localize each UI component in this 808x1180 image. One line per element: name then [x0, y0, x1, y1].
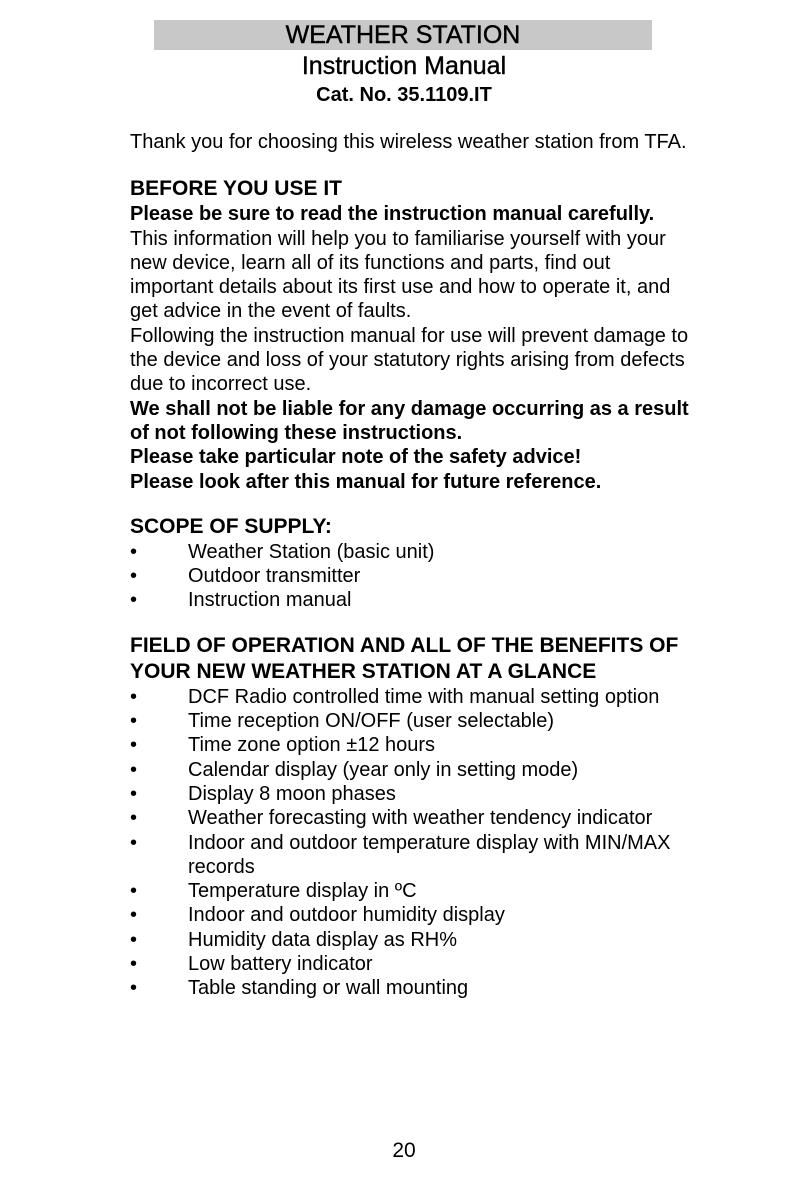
before-use-heading: BEFORE YOU USE IT: [130, 177, 342, 201]
bullet-icon: •: [130, 928, 138, 951]
list-item: • Temperature display in ºC: [130, 880, 417, 903]
bullet-icon: •: [130, 782, 138, 805]
bullet-icon: •: [130, 589, 138, 612]
bullet-icon: •: [130, 953, 138, 976]
list-item: • Outdoor transmitter: [130, 565, 361, 588]
page-number: 20: [392, 1139, 416, 1162]
keep-manual-notice: Please look after this manual for future reference.: [130, 470, 602, 493]
prevention-paragraph: Following the instruction manual for use will prevent damage to the device and loss of your statutory rights arising from defects due to incorrect use.: [130, 324, 689, 396]
bullet-icon: •: [130, 880, 138, 903]
before-use-section: [130, 176, 690, 494]
bullet-icon: •: [130, 758, 138, 781]
list-item: • Time zone option ±12 hours: [130, 734, 436, 757]
bullet-icon: •: [130, 710, 138, 733]
bullet-icon: •: [130, 685, 138, 708]
bullet-icon: •: [130, 540, 138, 563]
list-item: • Indoor and outdoor temperature display with MIN/MAX records: [130, 831, 671, 878]
manual-body: [130, 130, 690, 1001]
list-item: • Weather Station (basic unit): [130, 540, 435, 563]
document-subtitle: Instruction Manual: [301, 52, 507, 80]
bullet-icon: •: [130, 904, 138, 927]
list-item: • Display 8 moon phases: [130, 782, 396, 805]
list-item: • Table standing or wall mounting: [130, 977, 469, 1000]
list-item: • Low battery indicator: [130, 953, 373, 976]
liability-notice: We shall not be liable for any damage occurring as a result of not following these instructions.: [130, 397, 689, 444]
field-section: [130, 633, 690, 1001]
info-paragraph: This information will help you to familiarise yourself with your new device, learn all of its functions and parts, find out important details about its first use and how to operate it, and get advice in the event of faults.: [130, 227, 671, 323]
bullet-icon: •: [130, 807, 138, 830]
read-manual-notice: Please be sure to read the instruction manual carefully.: [130, 203, 655, 226]
list-item: • Weather forecasting with weather tendency indicator: [130, 807, 653, 830]
safety-notice: Please take particular note of the safety advice!: [130, 446, 582, 469]
scope-section: [130, 514, 690, 613]
bullet-icon: •: [130, 831, 138, 854]
list-item: • DCF Radio controlled time with manual setting option: [130, 685, 660, 708]
bullet-icon: •: [130, 977, 138, 1000]
features-list: [130, 685, 690, 1001]
bullet-icon: •: [130, 734, 138, 757]
list-item: • Instruction manual: [130, 589, 352, 612]
list-item: • Time reception ON/OFF (user selectable): [130, 710, 555, 733]
list-item: • Humidity data display as RH%: [130, 928, 457, 951]
catalog-number: Cat. No. 35.1109.IT: [316, 84, 492, 106]
field-heading: FIELD OF OPERATION AND ALL OF THE BENEFITS OF YOUR NEW WEATHER STATION AT A GLANCE: [130, 633, 679, 683]
intro-paragraph: Thank you for choosing this wireless weather station from TFA.: [130, 131, 687, 153]
list-item: • Calendar display (year only in setting mode): [130, 758, 579, 781]
bullet-icon: •: [130, 565, 138, 588]
list-item: • Indoor and outdoor humidity display: [130, 904, 505, 927]
scope-heading: SCOPE OF SUPPLY:: [130, 514, 332, 538]
scope-list: [130, 540, 690, 613]
document-title: WEATHER STATION: [154, 20, 652, 50]
